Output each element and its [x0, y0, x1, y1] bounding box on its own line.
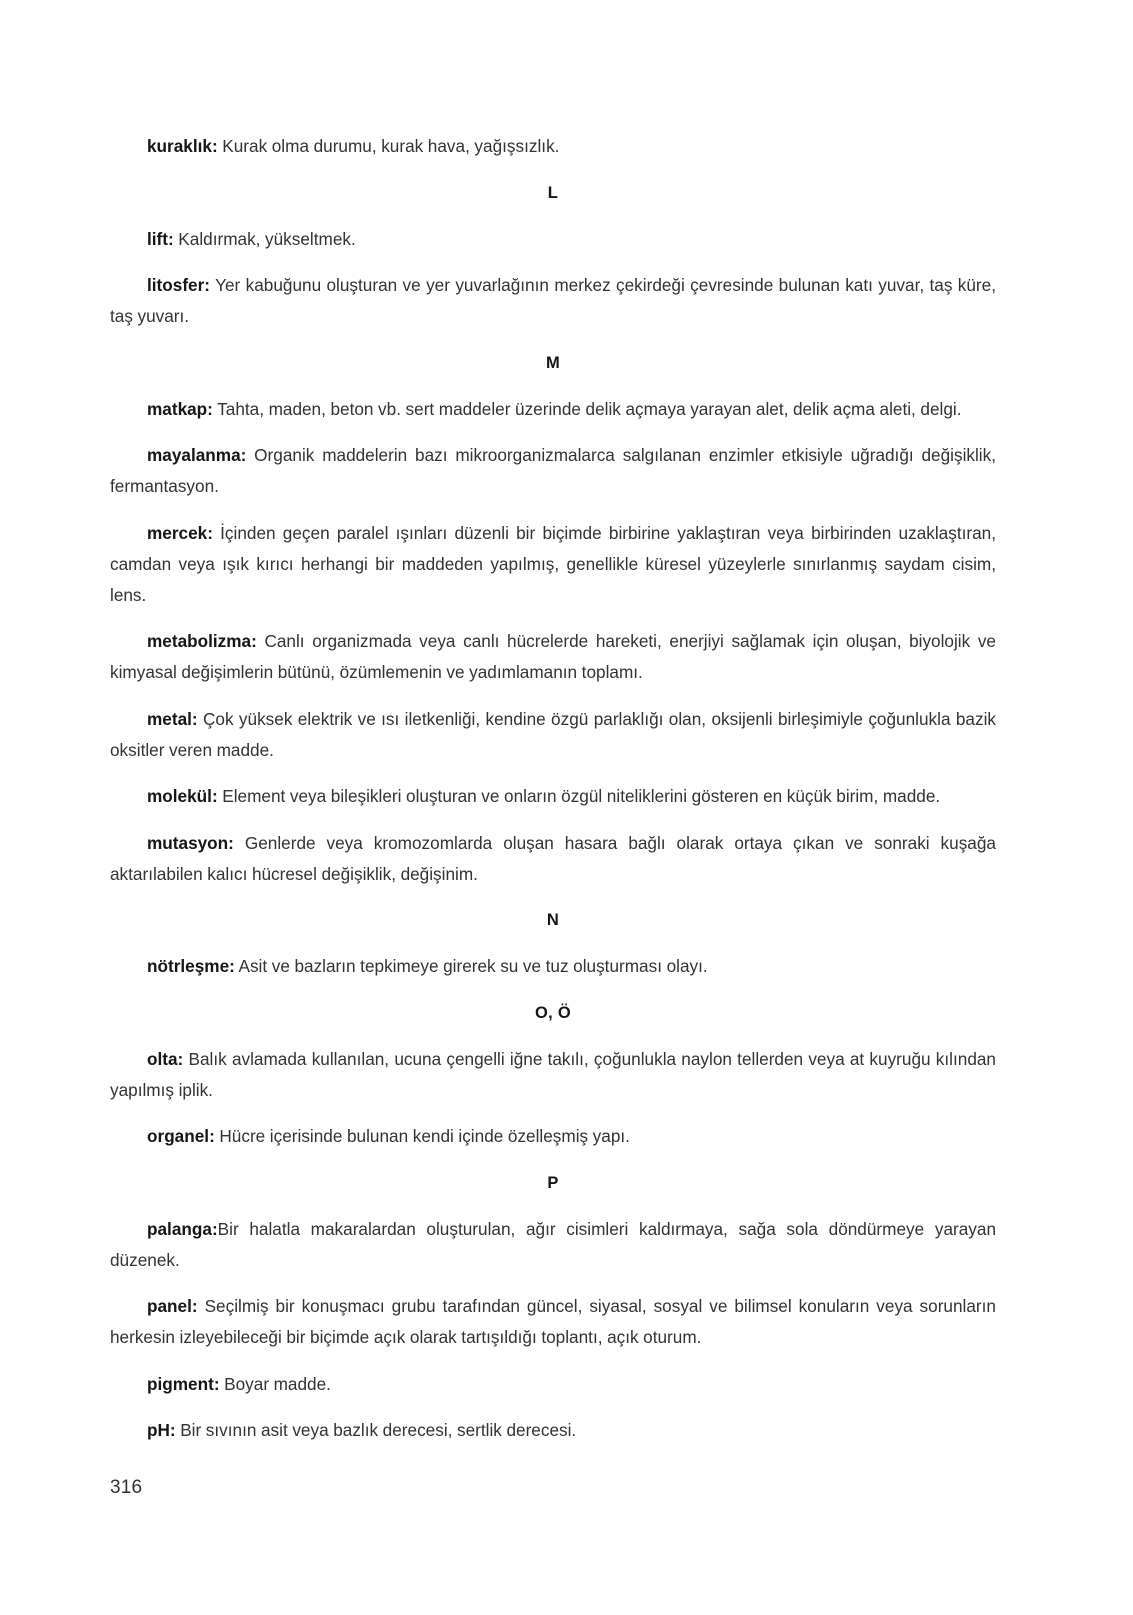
- glossary-entry: [110, 1415, 996, 1446]
- section-letter-heading: M: [545, 353, 561, 372]
- section-letter-heading: O, Ö: [534, 1003, 572, 1022]
- entry-term: pigment:: [147, 1373, 220, 1394]
- section-letter-heading: N: [546, 911, 560, 929]
- entry-term: palanga:: [147, 1218, 218, 1239]
- glossary-entry: [110, 224, 996, 255]
- glossary-entry: [110, 1369, 996, 1400]
- entry-definition: Çok yüksek elektrik ve ısı iletkenliği, kendine özgü parlaklığı olan, oksijenli birleşimiyle çoğunlukla bazik oksitler veren madde.: [110, 708, 996, 760]
- entry-term: lift:: [147, 228, 174, 249]
- glossary-entry: [110, 828, 996, 890]
- entry-term: matkap:: [147, 398, 213, 419]
- glossary-entry: [110, 440, 996, 502]
- entry-term: metabolizma:: [147, 631, 257, 651]
- section-divider: [110, 178, 996, 209]
- glossary-entry: [110, 1214, 996, 1276]
- glossary-entry: [110, 781, 996, 812]
- entry-definition: Asit ve bazların tepkimeye girerek su ve tuz oluşturması olayı.: [234, 956, 708, 976]
- entry-definition: Seçilmiş bir konuşmacı grubu tarafından güncel, siyasal, sosyal ve bilimsel konuların veya sorunların herkesin izleyebileceği bir biçimde açık olarak tartışıldığı toplantı, açık oturum.: [110, 1296, 996, 1347]
- entry-definition: Hücre içerisinde bulunan kendi içinde özelleşmiş yapı.: [214, 1126, 630, 1146]
- entry-definition: Tahta, maden, beton vb. sert maddeler üzerinde delik açmaya yarayan alet, delik açma aleti, delgi.: [212, 398, 962, 419]
- section-letter-heading: L: [547, 183, 559, 202]
- entry-definition: Bir halatla makaralardan oluşturulan, ağır cisimleri kaldırmaya, sağa sola döndürmeye yarayan düzenek.: [110, 1218, 996, 1270]
- section-divider: [110, 905, 996, 936]
- section-divider: [110, 998, 996, 1029]
- entry-definition: Boyar madde.: [219, 1373, 331, 1394]
- glossary-entry: [110, 704, 996, 766]
- glossary-entry: [110, 1121, 996, 1152]
- entry-definition: Bir sıvının asit veya bazlık derecesi, sertlik derecesi.: [175, 1420, 577, 1440]
- entry-term: pH:: [147, 1420, 176, 1440]
- glossary-entry: [110, 518, 996, 611]
- entry-definition: Organik maddelerin bazı mikroorganizmalarca salgılanan enzimler etkisiyle uğradığı değişiklik, fermantasyon.: [110, 445, 996, 496]
- glossary-entry: [110, 626, 996, 688]
- section-divider: [110, 1168, 996, 1199]
- entry-definition: İçinden geçen paralel ışınları düzenli bir biçimde birbirine yaklaştıran veya birbirinden uzaklaştıran, camdan veya ışık kırıcı herhangi bir maddeden yapılmış, genellikle küresel yüzeylerle sınırlanmış saydam cisim, lens.: [110, 522, 996, 605]
- entry-term: organel:: [147, 1126, 215, 1146]
- glossary-entry: [110, 1291, 996, 1353]
- glossary-content: [110, 131, 996, 1462]
- entry-term: mayalanma:: [147, 445, 247, 465]
- glossary-entry: [110, 951, 996, 982]
- entry-term: mutasyon:: [147, 832, 234, 853]
- entry-definition: Kaldırmak, yükseltmek.: [173, 228, 356, 249]
- entry-term: molekül:: [147, 786, 218, 806]
- entry-definition: Balık avlamada kullanılan, ucuna çengelli iğne takılı, çoğunlukla naylon tellerden veya at kuyruğu kılından yapılmış iplik.: [110, 1048, 996, 1100]
- entry-term: kuraklık:: [147, 136, 218, 156]
- entry-term: nötrleşme:: [147, 956, 235, 976]
- glossary-entry: [110, 1044, 996, 1106]
- glossary-entry: [110, 131, 996, 162]
- page-number: 316: [110, 1477, 143, 1498]
- section-divider: [110, 348, 996, 379]
- entry-definition: Kurak olma durumu, kurak hava, yağışsızlık.: [217, 136, 560, 156]
- glossary-entry: [110, 270, 996, 332]
- section-letter-heading: P: [547, 1173, 559, 1192]
- entry-term: panel:: [147, 1296, 198, 1316]
- entry-definition: Yer kabuğunu oluşturan ve yer yuvarlağının merkez çekirdeği çevresinde bulunan katı yuvar, taş küre, taş yuvarı.: [110, 275, 996, 326]
- entry-term: mercek:: [147, 522, 213, 543]
- entry-term: olta:: [147, 1048, 184, 1069]
- entry-term: litosfer:: [147, 275, 211, 295]
- entry-term: metal:: [147, 708, 198, 729]
- entry-definition: Canlı organizmada veya canlı hücrelerde hareketi, enerjiyi sağlamak için oluşan, biyolojik ve kimyasal değişimlerin bütünü, özümlemenin ve yadımlamanın toplamı.: [110, 631, 996, 682]
- entry-definition: Element veya bileşikleri oluşturan ve onların özgül niteliklerini gösteren en küçük birim, madde.: [217, 786, 941, 806]
- entry-definition: Genlerde veya kromozomlarda oluşan hasara bağlı olarak ortaya çıkan ve sonraki kuşağa aktarılabilen kalıcı hücresel değişiklik, değişinim.: [110, 832, 996, 884]
- glossary-entry: [110, 394, 996, 425]
